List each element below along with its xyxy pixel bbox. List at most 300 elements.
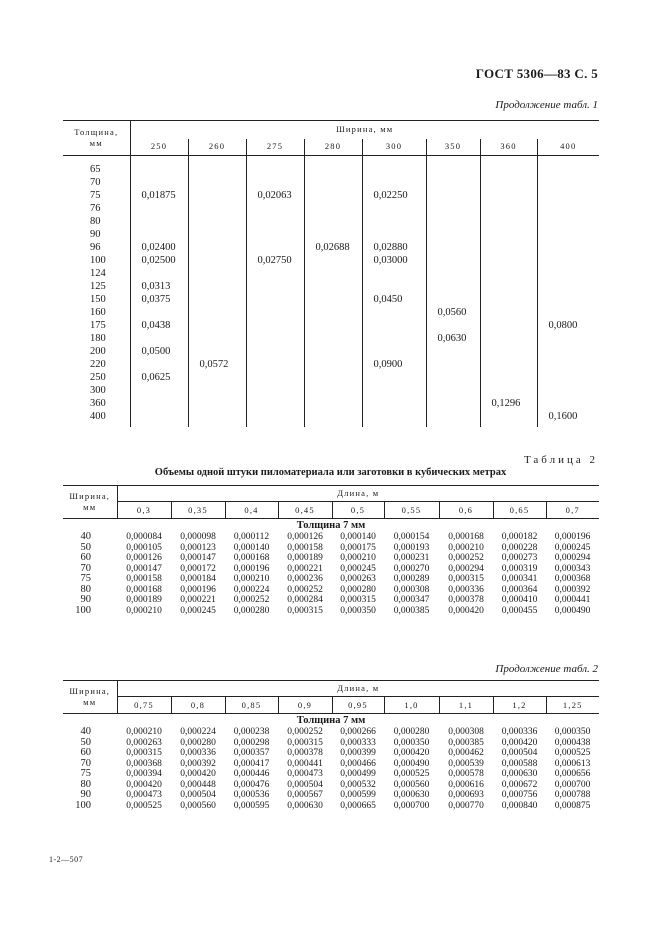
table-row [63, 215, 599, 228]
table-cell: 0,000228 [501, 542, 538, 553]
table-cell: 0,000455 [501, 605, 538, 616]
column-header: 0,9 [278, 697, 332, 714]
table-cell: 0,000147 [180, 553, 216, 563]
table-cell [246, 332, 304, 345]
table-cell [246, 397, 304, 410]
table-cell: 0,000357 [233, 748, 270, 758]
table-cell: 0,000126 [126, 553, 162, 563]
table-cell: 0,000700 [554, 779, 591, 790]
table-cell [130, 410, 188, 427]
table-cell [130, 156, 188, 177]
table-cell: 0,000630 [501, 769, 538, 779]
row-label: 160 [90, 307, 106, 318]
table-cell [130, 384, 188, 397]
table1-group-header: Ширина, мм [336, 124, 394, 135]
column-header: 0,95 [332, 697, 384, 714]
column-header: 280 [304, 139, 362, 156]
table-cell: 0,000147 [126, 563, 162, 574]
table-cell [537, 267, 599, 280]
column-header: 0,35 [171, 502, 225, 519]
table-cell [304, 156, 362, 177]
column-header: 0,5 [332, 502, 384, 519]
column-header: 0,4 [225, 502, 278, 519]
table-cell: 0,1600 [537, 410, 599, 427]
table3 [63, 680, 599, 811]
table-cell [362, 156, 426, 177]
table-cell: 0,000158 [287, 542, 323, 553]
table-cell [188, 410, 246, 427]
table-cell [537, 241, 599, 254]
table-cell: 0,000441 [287, 758, 323, 769]
table-cell [362, 332, 426, 345]
table-row [63, 748, 599, 759]
table3-row-header-line1: Ширина, [69, 686, 111, 696]
table-cell: 0,000336 [180, 748, 216, 758]
table-cell: 0,000341 [501, 574, 538, 584]
table1-row-header-line1: Толщина, [74, 127, 119, 137]
table-cell [426, 345, 480, 358]
table-cell: 0,000182 [501, 532, 538, 542]
row-label: 180 [90, 333, 106, 344]
table-cell [426, 156, 480, 177]
row-label: 40 [80, 531, 91, 542]
table-cell [130, 306, 188, 319]
table-cell: 0,000210 [448, 542, 484, 553]
table-cell: 0,000417 [233, 758, 270, 769]
table-cell: 0,000315 [448, 574, 484, 584]
table-cell: 0,0375 [130, 293, 188, 306]
table-row [63, 553, 599, 564]
table-cell [188, 202, 246, 215]
row-label: 100 [90, 255, 106, 266]
table-cell [188, 345, 246, 358]
table-cell [537, 215, 599, 228]
table-cell: 0,000098 [180, 532, 216, 542]
table-cell: 0,000168 [233, 553, 270, 563]
table-cell [246, 319, 304, 332]
table-row [63, 585, 599, 596]
table-cell [480, 410, 537, 427]
table-cell [480, 156, 537, 177]
column-header: 0,7 [546, 502, 599, 519]
row-label: 60 [80, 552, 91, 563]
table-cell: 0,000263 [126, 737, 162, 748]
table-cell: 0,000462 [448, 748, 484, 758]
table-cell: 0,000168 [448, 532, 484, 542]
table-cell: 0,000343 [554, 563, 591, 574]
table-cell: 0,000184 [180, 574, 216, 584]
table-cell [426, 358, 480, 371]
table-cell: 0,000308 [393, 584, 430, 595]
row-label: 50 [80, 736, 91, 748]
table-row [63, 384, 599, 397]
table1 [63, 120, 599, 427]
table-cell: 0,0438 [130, 319, 188, 332]
table-cell: 0,000347 [393, 595, 430, 605]
table-row [63, 410, 599, 427]
table-cell [426, 267, 480, 280]
table-cell [362, 267, 426, 280]
table-cell [130, 358, 188, 371]
table-cell [246, 384, 304, 397]
column-header: 0,3 [117, 502, 171, 519]
table-cell: 0,000196 [554, 532, 591, 542]
row-label: 150 [90, 294, 106, 305]
table-row [63, 371, 599, 384]
table3-row-header-line2: мм [83, 697, 97, 707]
table-cell: 0,000840 [501, 800, 538, 811]
table-cell [188, 189, 246, 202]
column-header: 350 [426, 139, 480, 156]
column-header: 260 [188, 139, 246, 156]
table-cell [426, 241, 480, 254]
table-cell [480, 293, 537, 306]
table-cell: 0,000756 [501, 790, 538, 800]
table-cell [130, 176, 188, 189]
table-cell: 0,000168 [126, 584, 162, 595]
table-cell: 0,000448 [180, 779, 216, 790]
table-cell [537, 189, 599, 202]
table-cell: 0,000490 [393, 758, 430, 769]
table-cell [304, 254, 362, 267]
table-cell: 0,000224 [180, 727, 216, 737]
table-cell [480, 176, 537, 189]
table-cell: 0,000420 [126, 779, 162, 790]
table-cell [304, 410, 362, 427]
table-cell: 0,000473 [126, 790, 162, 800]
row-label: 76 [90, 203, 101, 214]
table-cell [537, 358, 599, 371]
table-row [63, 801, 599, 812]
table-row [63, 241, 599, 254]
table-cell: 0,000588 [501, 758, 538, 769]
table-cell: 0,02500 [130, 254, 188, 267]
table-cell: 0,1296 [480, 397, 537, 410]
table1-row-header-line2: мм [89, 138, 103, 148]
table-cell: 0,000630 [393, 790, 430, 800]
table-cell [246, 345, 304, 358]
column-header: 0,85 [225, 697, 278, 714]
table-cell: 0,000788 [554, 790, 591, 800]
table-cell: 0,000700 [393, 800, 430, 811]
table-cell [426, 371, 480, 384]
table-cell: 0,000438 [554, 737, 591, 748]
row-label: 100 [75, 799, 91, 811]
table-cell: 0,000336 [501, 727, 538, 737]
table-cell: 0,000392 [554, 584, 591, 595]
table-cell: 0,000420 [501, 737, 538, 748]
table-cell: 0,000476 [233, 779, 270, 790]
table2 [63, 485, 599, 616]
row-label: 75 [90, 190, 101, 201]
table-cell: 0,000270 [393, 563, 430, 574]
table-cell [130, 228, 188, 241]
table-cell [480, 228, 537, 241]
table-cell: 0,02750 [246, 254, 304, 267]
table-cell: 0,000333 [340, 737, 376, 748]
table-row [63, 176, 599, 189]
column-header: 250 [130, 139, 188, 156]
table-cell: 0,000385 [448, 737, 484, 748]
table-cell: 0,000466 [340, 758, 376, 769]
table-cell [480, 254, 537, 267]
table-cell: 0,000252 [233, 595, 270, 605]
table-cell: 0,000266 [340, 727, 376, 737]
table-cell: 0,000394 [126, 769, 162, 779]
table-row [63, 280, 599, 293]
table-cell [480, 319, 537, 332]
table-cell: 0,000280 [340, 584, 376, 595]
table-cell [304, 397, 362, 410]
table-cell: 0,000238 [233, 727, 270, 737]
table-cell: 0,000385 [393, 605, 430, 616]
table-cell [188, 280, 246, 293]
table-cell: 0,000656 [554, 769, 591, 779]
table-cell [537, 306, 599, 319]
table-cell [426, 228, 480, 241]
column-header: 0,8 [171, 697, 225, 714]
table-cell: 0,0800 [537, 319, 599, 332]
table-cell: 0,000172 [180, 563, 216, 574]
table-cell [188, 397, 246, 410]
table-cell: 0,000410 [501, 595, 538, 605]
table-row [63, 345, 599, 358]
column-header: 1,25 [546, 697, 599, 714]
table-cell: 0,000280 [180, 737, 216, 748]
table-cell: 0,000084 [126, 532, 162, 542]
table-cell [362, 410, 426, 427]
table-cell: 0,0450 [362, 293, 426, 306]
table-cell [480, 306, 537, 319]
table-cell [304, 371, 362, 384]
table-cell: 0,000567 [287, 790, 323, 800]
row-label: 250 [90, 372, 106, 383]
table-cell: 0,000539 [448, 758, 484, 769]
table-cell [246, 241, 304, 254]
table-cell [246, 410, 304, 427]
table-cell [246, 156, 304, 177]
table-cell [362, 176, 426, 189]
table-cell: 0,000294 [448, 563, 484, 574]
table-cell: 0,000672 [501, 779, 538, 790]
table-cell: 0,000616 [448, 779, 484, 790]
table-cell: 0,000536 [233, 790, 270, 800]
table-cell: 0,000490 [554, 605, 591, 616]
table-cell: 0,02880 [362, 241, 426, 254]
table-cell: 0,000525 [393, 769, 430, 779]
table-cell [304, 306, 362, 319]
table-cell: 0,0625 [130, 371, 188, 384]
table-cell [537, 371, 599, 384]
table-cell [426, 254, 480, 267]
table-cell [246, 293, 304, 306]
table-cell [362, 228, 426, 241]
row-label: 124 [90, 268, 106, 279]
table-cell: 0,000315 [340, 595, 376, 605]
table-cell: 0,000368 [554, 574, 591, 584]
table-cell: 0,000770 [448, 800, 484, 811]
table-cell: 0,000319 [501, 563, 538, 574]
table-cell: 0,000189 [287, 553, 323, 563]
table3-continuation-label: Продолжение табл. 2 [495, 663, 598, 675]
table-cell [304, 332, 362, 345]
table-cell: 0,000350 [393, 737, 430, 748]
table-cell [304, 345, 362, 358]
table-cell: 0,000154 [393, 532, 430, 542]
table-cell [480, 358, 537, 371]
table-cell: 0,000236 [287, 574, 323, 584]
table-row [63, 790, 599, 801]
table-cell [130, 202, 188, 215]
table-cell: 0,000284 [287, 595, 323, 605]
table-cell: 0,000665 [340, 800, 376, 811]
table-cell: 0,000315 [287, 605, 323, 616]
table1-row-header [63, 121, 130, 156]
table-cell [537, 228, 599, 241]
row-label: 75 [80, 768, 91, 779]
table-cell [304, 319, 362, 332]
table-cell [537, 254, 599, 267]
table-cell: 0,000245 [554, 542, 591, 553]
table-cell: 0,0630 [426, 332, 480, 345]
table-row [63, 319, 599, 332]
table-cell: 0,000693 [448, 790, 484, 800]
table-cell: 0,000196 [180, 584, 216, 595]
table-cell: 0,01875 [130, 189, 188, 202]
table-cell: 0,000420 [448, 605, 484, 616]
table-cell: 0,000630 [287, 800, 323, 811]
table-cell [426, 319, 480, 332]
table-cell [246, 215, 304, 228]
table-cell [426, 397, 480, 410]
table-cell: 0,000525 [126, 800, 162, 811]
table-cell: 0,02688 [304, 241, 362, 254]
table-row [63, 574, 599, 585]
table-row [63, 595, 599, 606]
table-cell [537, 202, 599, 215]
table-cell [188, 371, 246, 384]
table-cell [130, 397, 188, 410]
table-cell: 0,000441 [554, 595, 591, 605]
table3-subheader: Толщина 7 мм [296, 715, 366, 726]
row-label: 40 [80, 726, 91, 737]
table-cell [537, 332, 599, 345]
table-cell [304, 228, 362, 241]
table-cell: 0,000294 [554, 553, 591, 563]
table-cell [130, 215, 188, 228]
table-cell [537, 293, 599, 306]
table-cell: 0,000224 [233, 584, 270, 595]
table-cell: 0,000289 [393, 574, 430, 584]
table-cell: 0,000599 [340, 790, 376, 800]
table-row [63, 202, 599, 215]
table-cell [537, 384, 599, 397]
table-cell [537, 176, 599, 189]
table-cell: 0,000112 [233, 532, 270, 542]
table-cell: 0,000252 [448, 553, 484, 563]
row-label: 80 [80, 778, 91, 790]
table3-group-header: Длина, м [337, 683, 380, 693]
table-cell [480, 371, 537, 384]
table-cell: 0,03000 [362, 254, 426, 267]
table-cell [188, 215, 246, 228]
row-label: 80 [90, 216, 101, 227]
table-cell: 0,000392 [180, 758, 216, 769]
table-cell [246, 228, 304, 241]
table-cell: 0,000560 [180, 800, 216, 811]
table-cell [426, 293, 480, 306]
column-header: 0,65 [493, 502, 546, 519]
table-cell [480, 384, 537, 397]
table-cell: 0,000210 [233, 574, 270, 584]
table-cell [188, 293, 246, 306]
row-label: 90 [90, 229, 101, 240]
table-cell: 0,000196 [233, 563, 270, 574]
table-cell [188, 306, 246, 319]
table-cell: 0,000420 [180, 769, 216, 779]
column-header: 0,55 [384, 502, 439, 519]
table-cell [304, 202, 362, 215]
table-row [63, 769, 599, 780]
table-cell [362, 280, 426, 293]
table-cell [426, 176, 480, 189]
table-cell: 0,000875 [554, 800, 591, 811]
table-cell [130, 267, 188, 280]
table-cell: 0,000336 [448, 584, 484, 595]
column-header: 360 [480, 139, 537, 156]
table-cell: 0,000504 [180, 790, 216, 800]
table-cell [304, 358, 362, 371]
table-cell: 0,000525 [554, 748, 591, 758]
table2-label: Таблица 2 [523, 454, 598, 466]
table-row [63, 397, 599, 410]
table-cell [362, 384, 426, 397]
table-cell: 0,000252 [287, 727, 323, 737]
row-label: 90 [80, 594, 91, 605]
table2-group-header: Длина, м [337, 488, 380, 498]
column-header: 1,1 [439, 697, 493, 714]
table-cell [246, 280, 304, 293]
table-cell: 0,000350 [340, 605, 376, 616]
row-label: 200 [90, 346, 106, 357]
table-cell [362, 215, 426, 228]
table-cell: 0,000378 [287, 748, 323, 758]
table-cell: 0,000595 [233, 800, 270, 811]
table-cell [304, 293, 362, 306]
table-cell: 0,000158 [126, 574, 162, 584]
table-row [63, 332, 599, 345]
table2-row-header-line1: Ширина, [69, 491, 111, 501]
table-row [63, 564, 599, 575]
table-cell: 0,000315 [287, 737, 323, 748]
table2-row-header-line2: мм [83, 502, 97, 512]
table-cell: 0,02063 [246, 189, 304, 202]
table-row [63, 267, 599, 280]
table-row [63, 306, 599, 319]
table-cell [304, 267, 362, 280]
table-cell [362, 397, 426, 410]
table-row [63, 156, 599, 177]
row-label: 360 [90, 398, 106, 409]
row-label: 125 [90, 281, 106, 292]
table-cell [362, 371, 426, 384]
table-row [63, 254, 599, 267]
table-cell: 0,000221 [180, 595, 216, 605]
column-header: 0,75 [117, 697, 171, 714]
table-row [63, 759, 599, 770]
row-label: 65 [90, 164, 101, 175]
row-label: 60 [80, 747, 91, 758]
